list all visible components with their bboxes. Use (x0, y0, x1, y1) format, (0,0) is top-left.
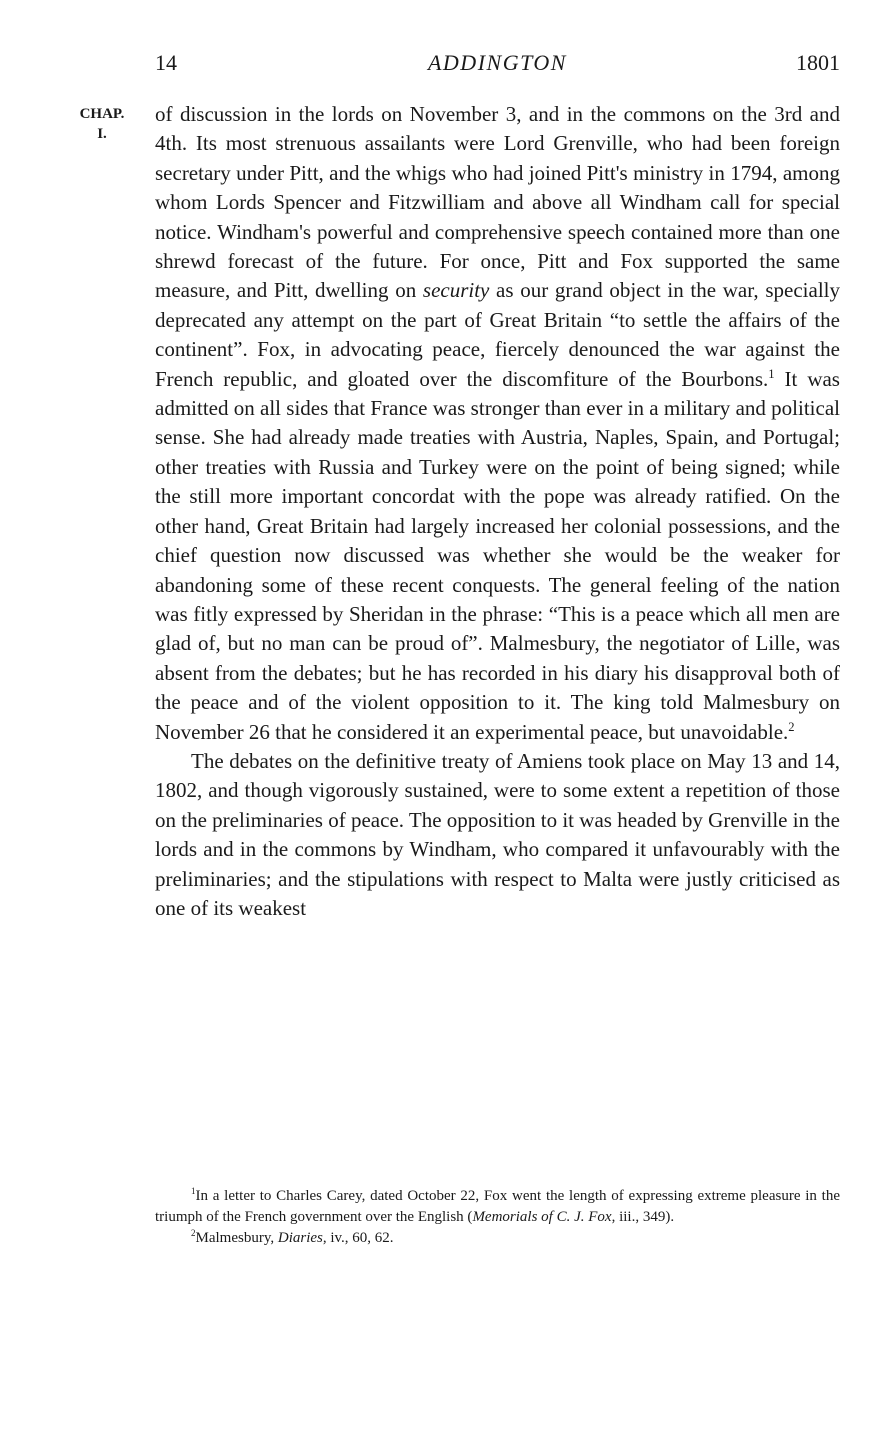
paragraph-2: The debates on the definitive treaty of Amiens took place on May 13 and 14, 1802, and though vigorously sustained, were to some extent a repetition of those on the preliminaries of peace. The opposition to it was headed by Grenville in the lords and in the commons by Windham, who compared it unfavourably with the preliminaries; and the stipulations with respect to Malta were justly criticised as one of its weakest (155, 748, 840, 920)
footnote-1-text-a: In a letter to Charles Carey, dated October 22, Fox went the length of expressing extreme pleasure in the triumph of the French government over the English ( (155, 1188, 840, 1225)
paragraph-1-text-b: as our grand object in the war, specially deprecated any attempt on the part of Great Britain “to settle the affairs of the continent”. Fox, in advocating peace, fiercely denounced the war against the French republic, and gloated over the discomfiture of the Bourbons. (155, 278, 840, 391)
footnotes (155, 1186, 840, 1249)
footnote-1-emphasis: Memorials of C. J. Fox (472, 1209, 612, 1225)
footnote-1 (155, 1186, 840, 1228)
footnote-2-number: 2 (191, 1228, 196, 1238)
running-header (155, 50, 840, 80)
footnote-ref-2: 2 (788, 719, 795, 734)
paragraph-1-text-a: of discussion in the lords on November 3, and in the commons on the 3rd and 4th. Its most strenuous assailants were Lord Grenville, who had been foreign secretary under Pitt, and the whigs who had joined Pitt's ministry in 1794, among whom Lords Spencer and Fitzwilliam and above all Windham call for special notice. Windham's powerful and comprehensive speech contained more than one shrewd forecast of the future. For once, Pitt and Fox supported the same measure, and Pitt, dwelling on (155, 102, 840, 303)
paragraph-1 (155, 100, 840, 747)
paragraph-1-emphasis: security (422, 278, 490, 303)
footnote-2-text-a: Malmesbury, (195, 1230, 278, 1246)
main-text (155, 100, 840, 923)
page-number: 14 (155, 50, 177, 75)
footnote-ref-1: 1 (768, 366, 775, 381)
header-year: 1801 (796, 50, 840, 75)
footnote-2 (155, 1228, 840, 1249)
chapter-number: I. (97, 126, 107, 142)
chapter-label: CHAP. (79, 106, 125, 122)
footnote-1-number: 1 (191, 1186, 196, 1196)
running-title: ADDINGTON (427, 50, 567, 75)
footnote-2-emphasis: Diaries (277, 1230, 323, 1246)
footnote-2-text-b: , iv., 60, 62. (322, 1230, 394, 1246)
chapter-margin-note (72, 104, 132, 144)
paragraph-1-text-c: It was admitted on all sides that France was stronger than ever in a military and political sense. She had already made treaties with Austria, Naples, Spain, and Portugal; other treaties with Russia and Turkey were on the point of being signed; while the still more important concordat with the pope was already ratified. On the other hand, Great Britain had largely increased her colonial possessions, and the chief question now discussed was whether she would be the weaker for abandoning some of these recent conquests. The general feeling of the nation was fitly expressed by Sheridan in the phrase: “This is a peace which all men are glad of, but no man can be proud of”. Malmesbury, the negotiator of Lille, was absent from the debates; but he has recorded in his diary his disapproval both of the peace and of the violent opposition to it. The king told Malmesbury on November 26 that he considered it an experimental peace, but unavoidable. (155, 366, 840, 744)
footnote-1-text-b: , iii., 349). (611, 1209, 675, 1225)
